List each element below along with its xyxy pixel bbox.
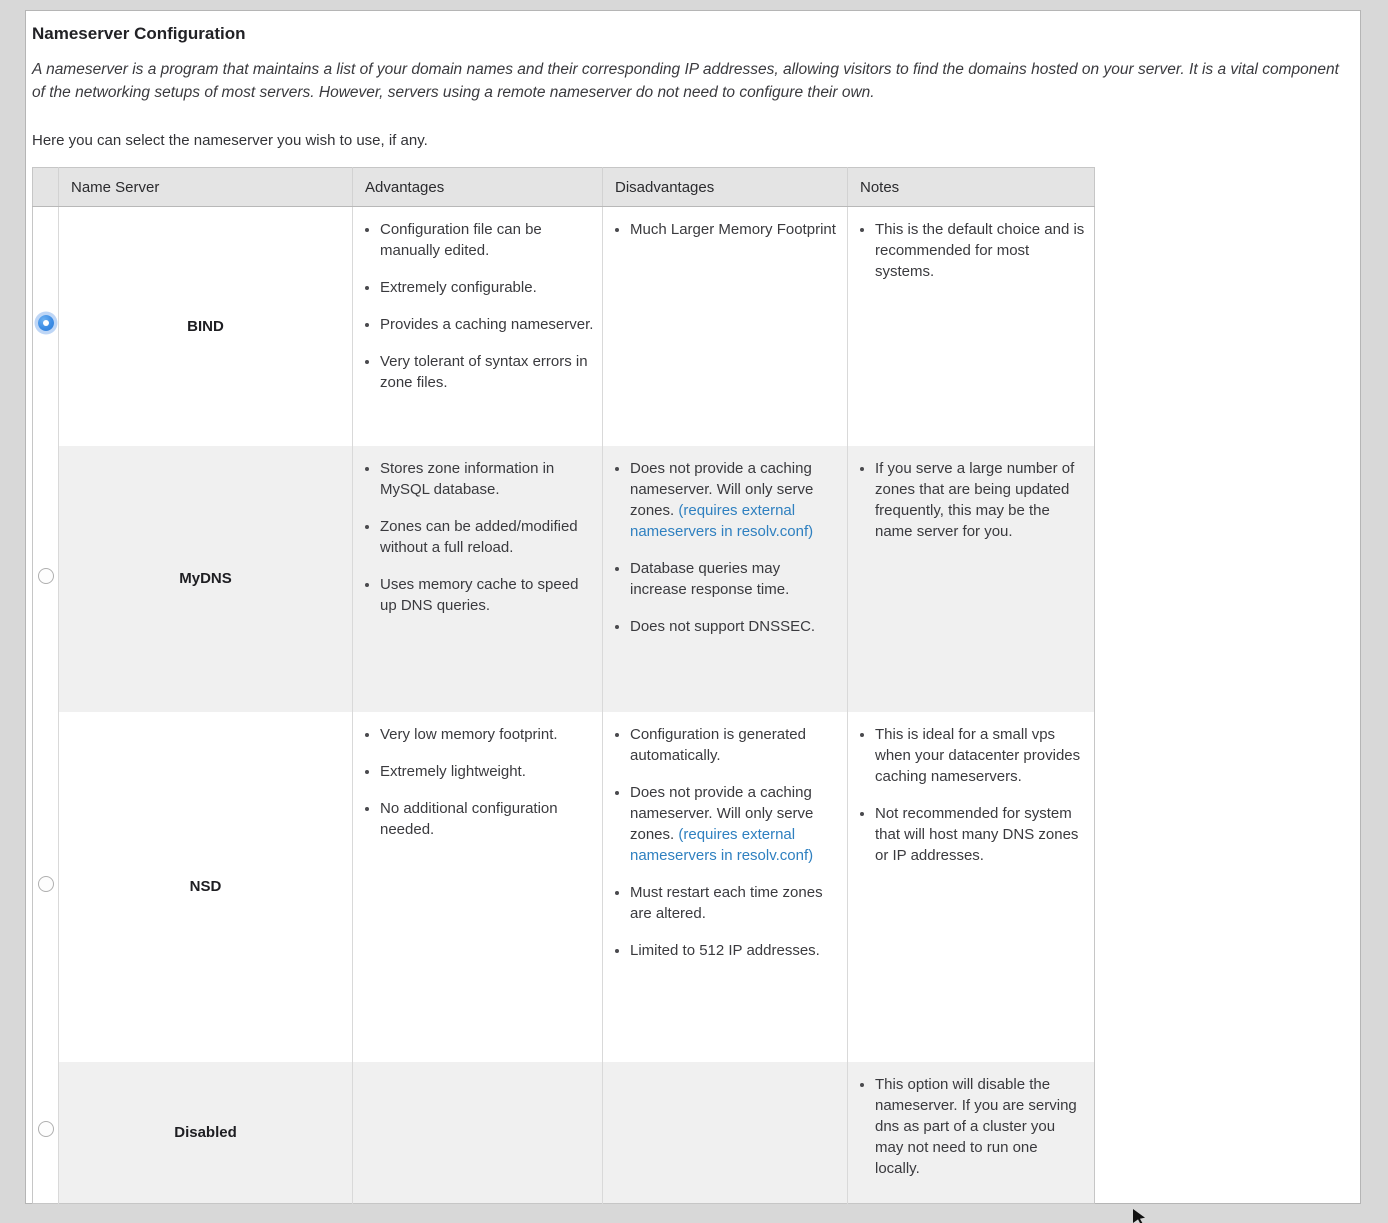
disabled-notes-cell <box>848 1062 1095 1204</box>
list-item: • Database queries may increase response time. <box>630 558 839 600</box>
mydns-notes-cell <box>848 446 1095 712</box>
list-item: • If you serve a large number of zones that are being updated frequently, this may be the name server for you. <box>875 458 1086 542</box>
nsd-notes-cell <box>848 712 1095 1062</box>
table-header-row <box>33 168 1095 207</box>
header-name-server: Name Server <box>59 168 353 207</box>
list-item: • Extremely configurable. <box>380 277 594 298</box>
radio-cell-mydns <box>33 446 59 712</box>
list-item: • Uses memory cache to speed up DNS queries. <box>380 574 594 616</box>
radio-dot <box>43 320 49 326</box>
content-panel <box>25 10 1361 1204</box>
list-item: • Configuration file can be manually edited. <box>380 219 594 261</box>
list-item: • Must restart each time zones are altered. <box>630 882 839 924</box>
nameserver-name-mydns: MyDNS <box>59 446 353 712</box>
mydns-notes-list <box>848 458 1086 542</box>
nameserver-radio-nsd[interactable] <box>38 876 54 892</box>
list-item: • This is ideal for a small vps when your datacenter provides caching nameservers. <box>875 724 1086 787</box>
instruction-text: Here you can select the nameserver you wish to use, if any. <box>32 132 428 149</box>
intro-text: A nameserver is a program that maintains a list of your domain names and their corresponding IP addresses, allowing visitors to find the domains hosted on your server. It is a vital component of the networking setups of most servers. However, servers using a remote nameserver do not need to configure their own. <box>32 61 1339 101</box>
table-row-mydns <box>33 446 1095 712</box>
disabled-disadvantages-cell <box>603 1062 848 1204</box>
resolv-conf-link[interactable]: (requires external nameservers in resolv.conf) <box>630 825 814 864</box>
list-item: • Very tolerant of syntax errors in zone files. <box>380 351 594 393</box>
radio-cell-bind <box>33 207 59 446</box>
radio-cell-disabled <box>33 1062 59 1204</box>
list-item: • Not recommended for system that will host many DNS zones or IP addresses. <box>875 803 1086 866</box>
nsd-advantages-list <box>353 724 594 840</box>
mydns-advantages-cell <box>353 446 603 712</box>
bind-notes-cell <box>848 207 1095 446</box>
list-item: • Much Larger Memory Footprint <box>630 219 839 240</box>
nsd-disadvantages-cell <box>603 712 848 1062</box>
mydns-disadvantages-cell <box>603 446 848 712</box>
nameserver-radio-disabled[interactable] <box>38 1121 54 1137</box>
mouse-cursor <box>1133 1209 1145 1223</box>
resolv-conf-link[interactable]: (requires external nameservers in resolv.conf) <box>630 501 814 540</box>
bind-disadvantages-cell <box>603 207 848 446</box>
nameserver-radio-bind[interactable] <box>38 315 54 331</box>
bind-notes-list <box>848 219 1086 282</box>
table-row-nsd <box>33 712 1095 1062</box>
bind-disadvantages-list <box>603 219 839 240</box>
nameserver-name-nsd: NSD <box>59 712 353 1062</box>
list-item: • This is the default choice and is recommended for most systems. <box>875 219 1086 282</box>
list-item: • Provides a caching nameserver. <box>380 314 594 335</box>
header-radio-column <box>33 168 59 207</box>
header-advantages: Advantages <box>353 168 603 207</box>
list-item: • Very low memory footprint. <box>380 724 594 745</box>
list-item: • Configuration is generated automatically. <box>630 724 839 766</box>
list-item: • Limited to 512 IP addresses. <box>630 940 839 961</box>
mydns-disadvantages-list <box>603 458 839 637</box>
nameserver-name-bind: BIND <box>59 207 353 446</box>
list-item: • Does not support DNSSEC. <box>630 616 839 637</box>
header-notes: Notes <box>848 168 1095 207</box>
table-row-disabled <box>33 1062 1095 1204</box>
list-item: • Zones can be added/modified without a full reload. <box>380 516 594 558</box>
header-disadvantages: Disadvantages <box>603 168 848 207</box>
list-item: • Does not provide a caching nameserver. Will only serve zones. (requires external nameservers in resolv.conf) <box>630 458 839 542</box>
list-item: • Does not provide a caching nameserver. Will only serve zones. (requires external nameservers in resolv.conf) <box>630 782 839 866</box>
nameserver-radio-mydns[interactable] <box>38 568 54 584</box>
disabled-advantages-cell <box>353 1062 603 1204</box>
radio-cell-nsd <box>33 712 59 1062</box>
page-title: Nameserver Configuration <box>32 24 246 43</box>
list-item: • No additional configuration needed. <box>380 798 594 840</box>
table-row-bind <box>33 207 1095 446</box>
bind-advantages-list <box>353 219 594 393</box>
nsd-notes-list <box>848 724 1086 866</box>
bind-advantages-cell <box>353 207 603 446</box>
list-item: • This option will disable the nameserver. If you are serving dns as part of a cluster you may not need to run one locally. <box>875 1074 1086 1179</box>
list-item: • Stores zone information in MySQL database. <box>380 458 594 500</box>
mydns-advantages-list <box>353 458 594 616</box>
nsd-disadvantages-list <box>603 724 839 961</box>
nsd-advantages-cell <box>353 712 603 1062</box>
nameserver-name-disabled: Disabled <box>59 1062 353 1204</box>
nameserver-table <box>32 167 1095 1204</box>
disabled-notes-list <box>848 1074 1086 1179</box>
list-item: • Extremely lightweight. <box>380 761 594 782</box>
